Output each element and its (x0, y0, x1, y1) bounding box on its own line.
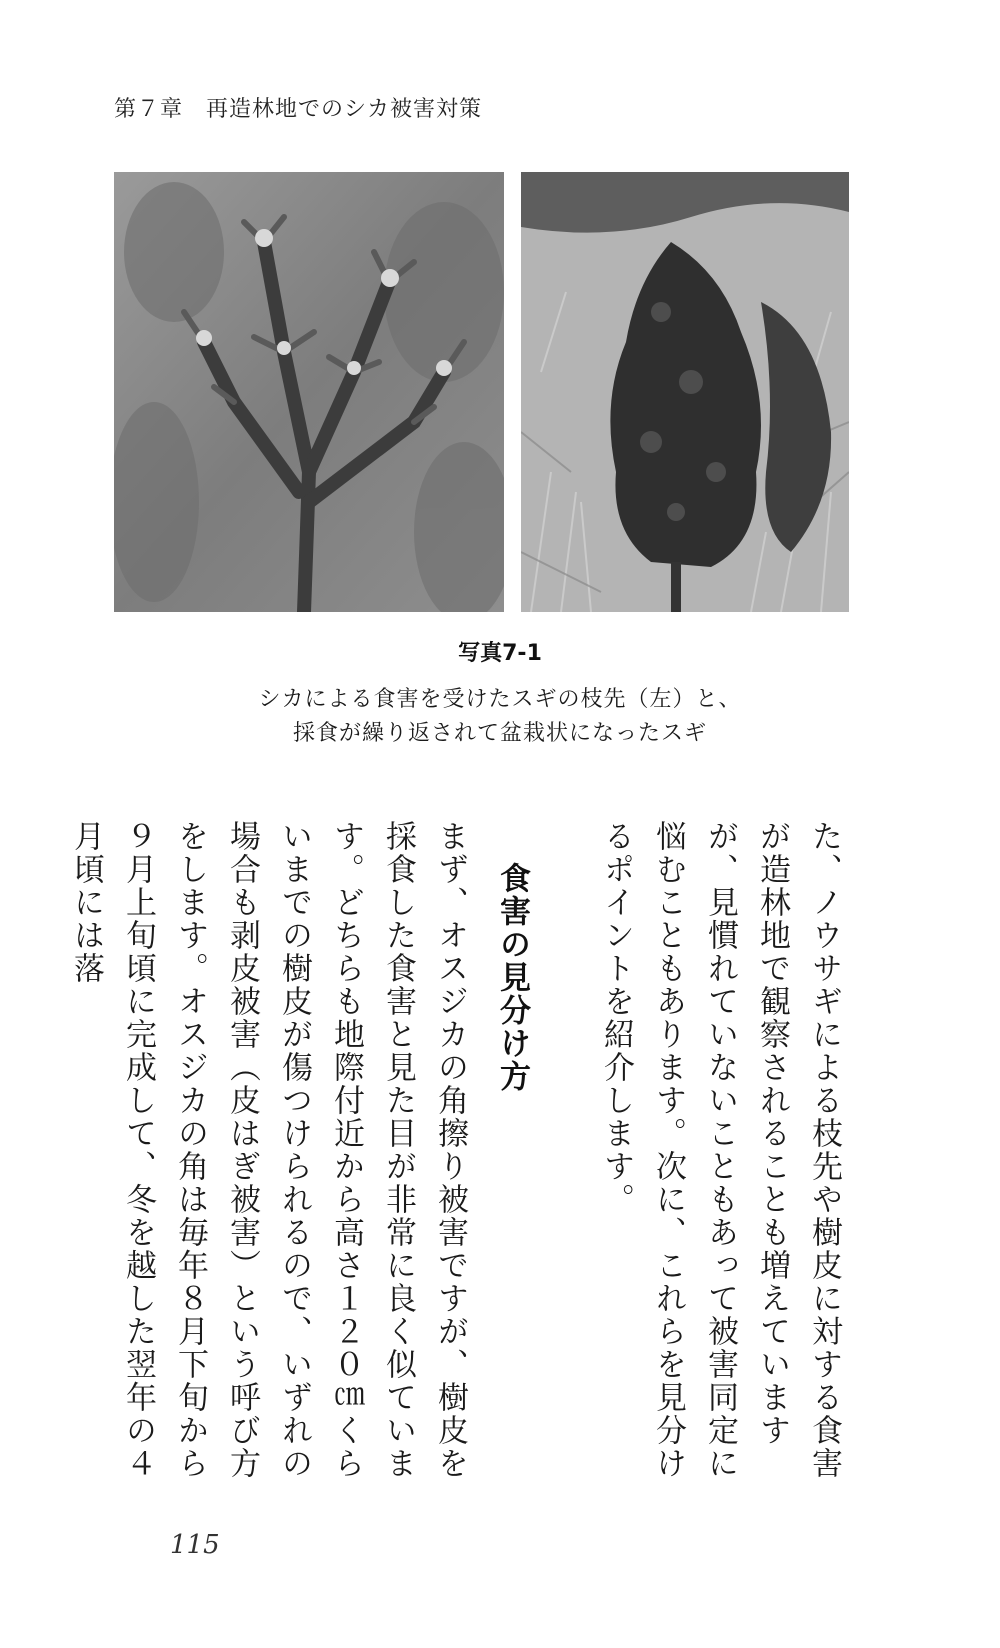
vertical-body-text (68, 820, 850, 1480)
heading-gap (476, 820, 486, 1480)
body-paragraph-1: た、ノウサギによる枝先や樹皮に対する食害が造林地で観察されることも増えていますが、見慣れていないこともあって被害同定に悩むこともあります。次に、これらを見分けるポイントを紹介します。 (598, 820, 842, 1480)
running-header: 第７章 再造林地でのシカ被害対策 (114, 97, 483, 122)
photo-bonsai-shaped-cedar (521, 172, 849, 612)
page-number: 115 (170, 1530, 220, 1560)
paragraph-gap (538, 820, 590, 1480)
photo-browsed-cedar-branch (114, 172, 504, 612)
photo-caption-line-2: 採食が繰り返されて盆栽状になったスギ (292, 721, 707, 746)
body-paragraph-2: まず、オスジカの角擦り被害ですが、樹皮を採食した食害と見た目が非常に良く似ています。どちらも地際付近から高さ１２０㎝くらいまでの樹皮が傷つけられるので、いずれの場合も剥皮被害（皮はぎ被害）という呼び方をします。オスジカの角は毎年８月下旬から９月上旬頃に完成して、冬を越した翌年の４月頃には落 (68, 820, 468, 1480)
photo-caption-line-1: シカによる食害を受けたスギの枝先（左）と、 (258, 687, 742, 712)
section-heading: 食害の見分け方 (494, 862, 530, 1093)
photo-caption-title: 写真7-1 (458, 641, 542, 666)
